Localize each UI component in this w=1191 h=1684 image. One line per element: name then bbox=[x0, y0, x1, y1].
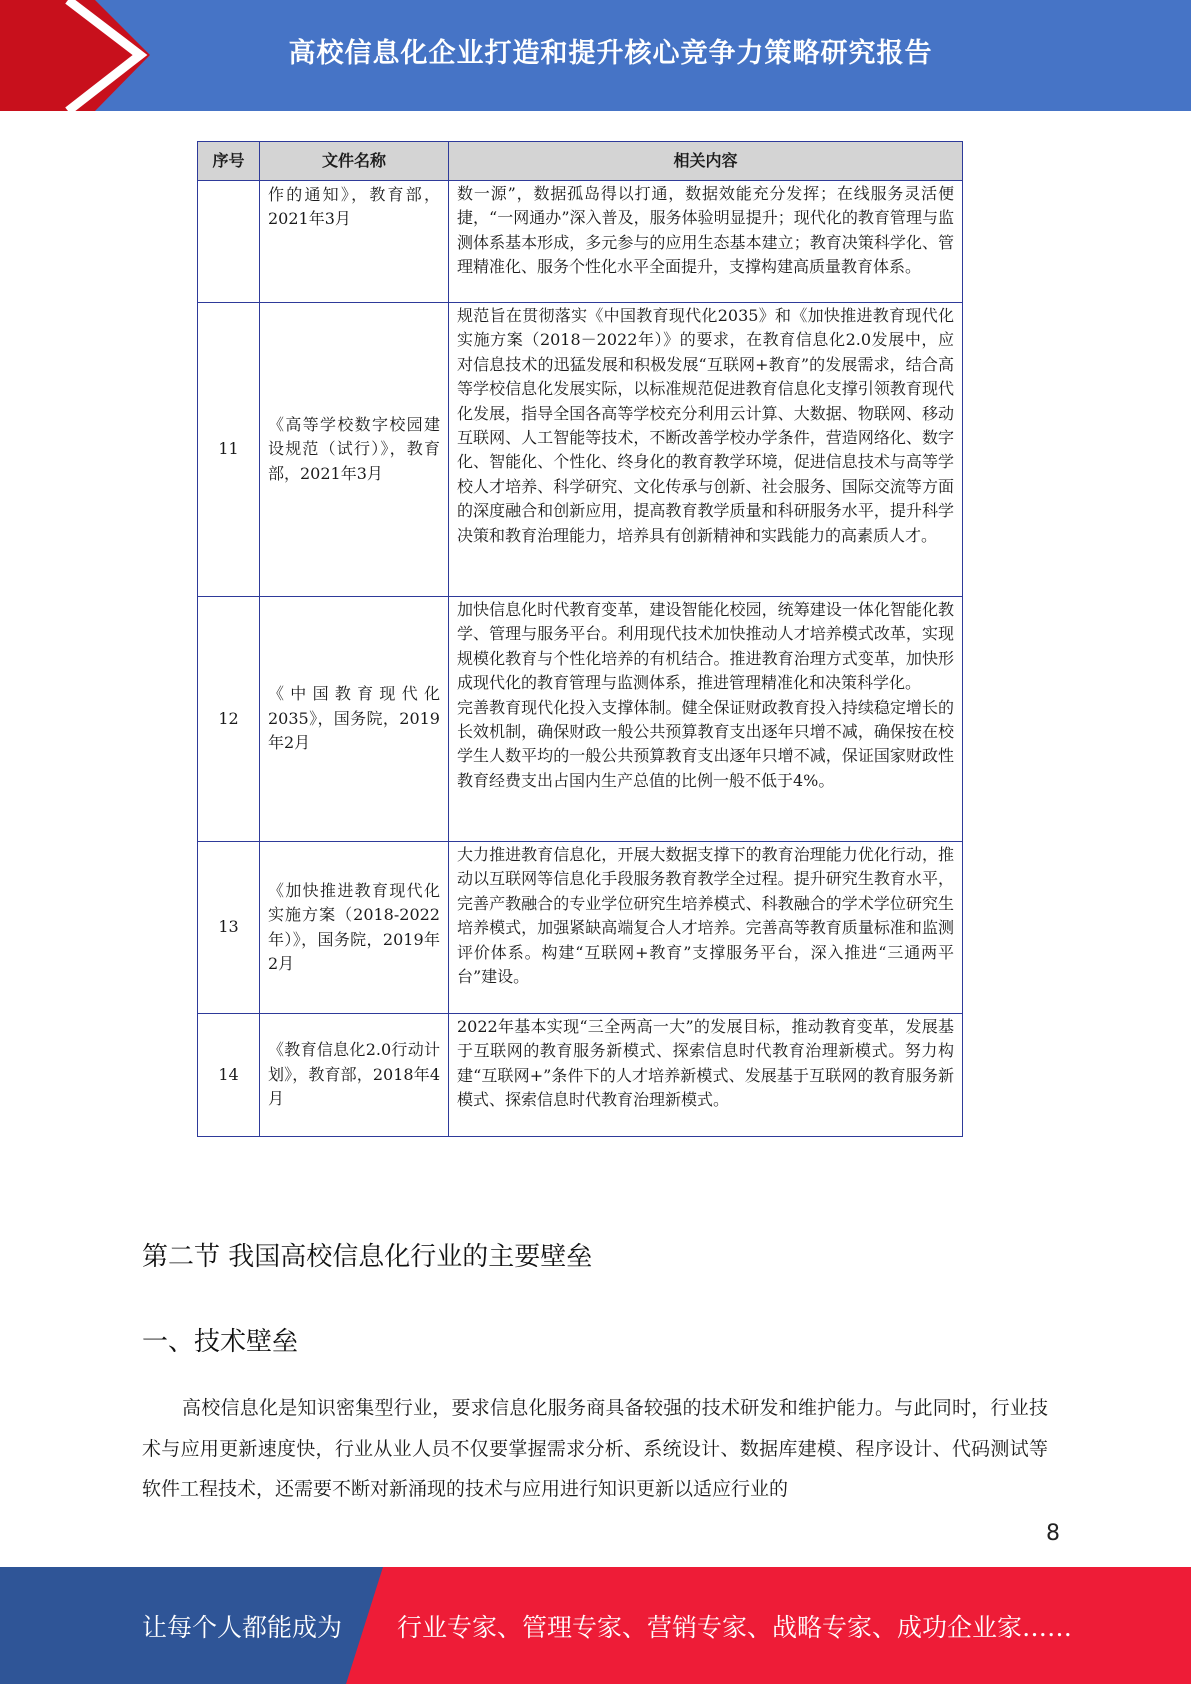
document-name: 作的通知》，教育部，2021年3月 bbox=[260, 181, 449, 303]
content-paragraph: 规范旨在贯彻落实《中国教育现代化2035》和《加快推进教育现代化实施方案（2018－2022年）》的要求，在教育信息化2.0发展中，应对信息技术的迅猛发展和积极发展“互联网+教育”的发展需求，结合高等学校信息化发展实际，以标准规范促进教育信息化支撑引领教育现代化发展，指导全国各高等学校充分利用云计算、大数据、物联网、移动互联网、人工智能等技术，不断改善学校办学条件，营造网络化、数字化、智能化、个性化、终身化的教育教学环境，促进信息技术与高等学校人才培养、科学研究、文化传承与创新、社会服务、国际交流等方面的深度融合和创新应用，提高教育教学质量和科研服务水平，提升科学决策和教育治理能力，培养具有创新精神和实践能力的高素质人才。 bbox=[457, 306, 954, 545]
related-content bbox=[449, 181, 963, 303]
related-content bbox=[449, 1014, 963, 1137]
related-content bbox=[449, 597, 963, 842]
header-related-content: 相关内容 bbox=[449, 142, 963, 181]
table-row bbox=[198, 303, 963, 597]
header-index: 序号 bbox=[198, 142, 260, 181]
report-title: 高校信息化企业打造和提升核心竞争力策略研究报告 bbox=[288, 37, 933, 69]
body-paragraph: 高校信息化是知识密集型行业，要求信息化服务商具备较强的技术研发和维护能力。与此同时，行业技术与应用更新速度快，行业从业人员不仅要掌握需求分析、系统设计、数据库建模、程序设计、代码测试等软件工程技术，还需要不断对新涌现的技术与应用进行知识更新以适应行业的 bbox=[142, 1397, 1048, 1500]
content-paragraph: 加快信息化时代教育变革，建设智能化校园，统筹建设一体化智能化教学、管理与服务平台。利用现代技术加快推动人才培养模式改革，实现规模化教育与个性化培养的有机结合。推进教育治理方式变革，加快形成现代化的教育管理与监测体系，推进管理精准化和决策科学化。 bbox=[457, 600, 954, 693]
document-name: 《中国教育现代化2035》，国务院，2019年2月 bbox=[260, 597, 449, 842]
document-name: 《加快推进教育现代化实施方案（2018-2022年）》，国务院，2019年2月 bbox=[260, 842, 449, 1014]
header-document-name: 文件名称 bbox=[260, 142, 449, 181]
related-content bbox=[449, 842, 963, 1014]
content-paragraph: 完善教育现代化投入支撑体制。健全保证财政教育投入持续稳定增长的长效机制，确保财政一般公共预算教育支出逐年只增不减，确保按在校学生人数平均的一般公共预算教育支出逐年只增不减，保证国家财政性教育经费支出占国内生产总值的比例一般不低于4%。 bbox=[457, 697, 954, 790]
table-row bbox=[198, 181, 963, 303]
page-header bbox=[0, 0, 1191, 111]
content-paragraph: 2022年基本实现“三全两高一大”的发展目标，推动教育变革，发展基于互联网的教育服务新模式、探索信息时代教育治理新模式。努力构建“互联网+”条件下的人才培养新模式、发展基于互联网的教育服务新模式、探索信息时代教育治理新模式。 bbox=[457, 1017, 954, 1110]
row-number: 12 bbox=[198, 597, 260, 842]
page-number: 8 bbox=[1046, 1521, 1060, 1546]
table-row bbox=[198, 1014, 963, 1137]
table-row bbox=[198, 597, 963, 842]
table-row bbox=[198, 842, 963, 1014]
content-paragraph: 大力推进教育信息化，开展大数据支撑下的教育治理能力优化行动，推动以互联网等信息化手段服务教育教学全过程。提升研究生教育水平，完善产教融合的专业学位研究生培养模式、科教融合的学术学位研究生培养模式，加强紧缺高端复合人才培养。完善高等教育质量标准和监测评价体系。构建“互联网+教育”支撑服务平台，深入推进“三通两平台”建设。 bbox=[457, 845, 954, 987]
subsection-heading: 一、技术壁垒 bbox=[142, 1327, 299, 1357]
document-name: 《教育信息化2.0行动计划》，教育部，2018年4月 bbox=[260, 1014, 449, 1137]
row-number bbox=[198, 181, 260, 303]
content-paragraph: 数一源”，数据孤岛得以打通，数据效能充分发挥；在线服务灵活便捷，“一网通办”深入普及，服务体验明显提升；现代化的教育管理与监测体系基本形成，多元参与的应用生态基本建立；教育决策科学化、管理精准化、服务个性化水平全面提升，支撑构建高质量教育体系。 bbox=[457, 184, 954, 277]
table-header-row bbox=[198, 142, 963, 181]
row-number: 14 bbox=[198, 1014, 260, 1137]
related-content bbox=[449, 303, 963, 597]
policy-documents-table bbox=[197, 141, 963, 1137]
document-name: 《高等学校数字校园建设规范（试行）》，教育部，2021年3月 bbox=[260, 303, 449, 597]
page-footer bbox=[0, 1567, 1191, 1684]
row-number: 13 bbox=[198, 842, 260, 1014]
footer-slogan-right: 行业专家、管理专家、营销专家、战略专家、成功企业家…… bbox=[397, 1612, 1073, 1642]
footer-slogan-left: 让每个人都能成为 bbox=[142, 1612, 343, 1642]
row-number: 11 bbox=[198, 303, 260, 597]
section-heading: 第二节 我国高校信息化行业的主要壁垒 bbox=[142, 1242, 593, 1272]
header-arrow-decoration bbox=[0, 0, 150, 111]
